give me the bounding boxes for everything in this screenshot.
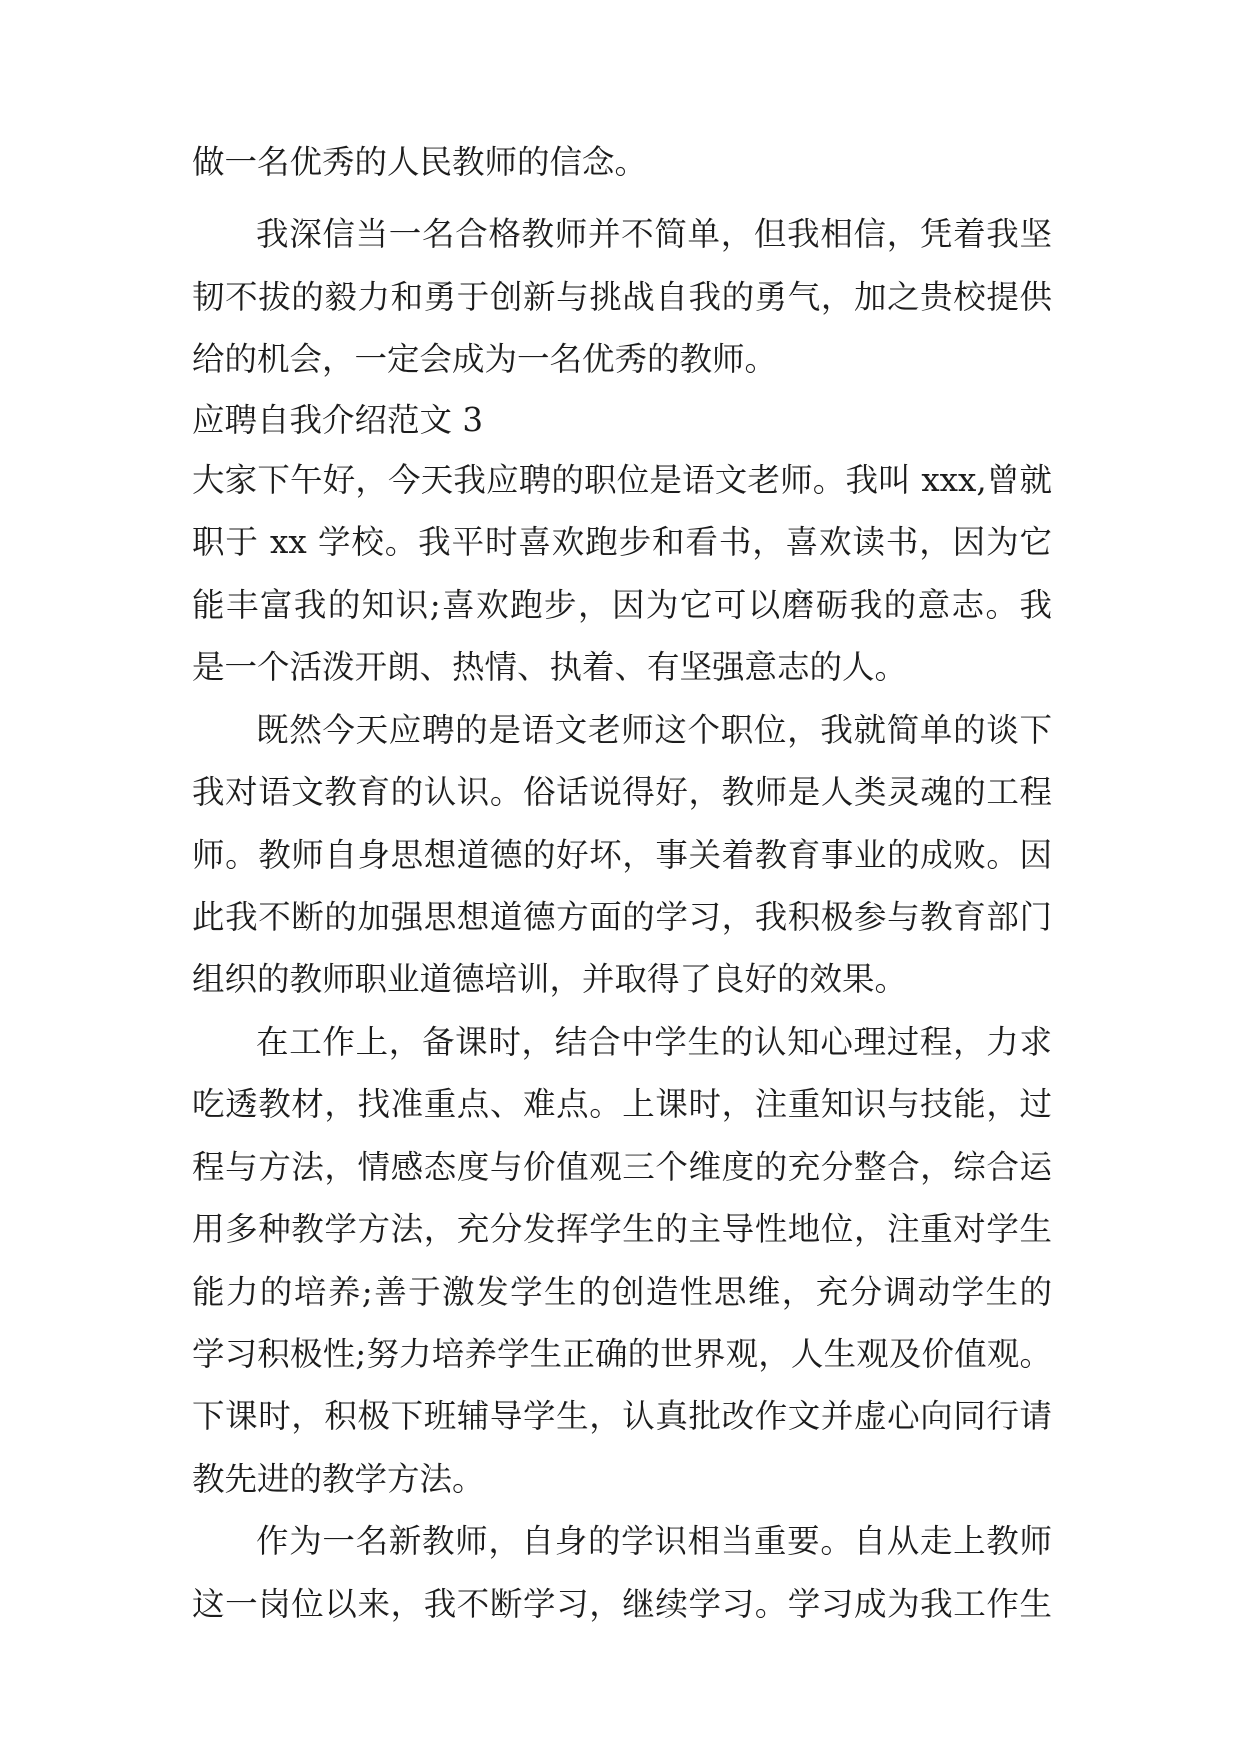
paragraph-line: 能丰富我的知识;喜欢跑步，因为它可以磨砺我的意志。我 <box>192 586 1052 624</box>
paragraph-line: 大家下午好，今天我应聘的职位是语文老师。我叫 xxx,曾就 <box>192 461 1052 499</box>
paragraph-line: 韧不拔的毅力和勇于创新与挑战自我的勇气，加之贵校提供 <box>192 278 1052 316</box>
paragraph-line: 师。教师自身思想道德的好坏，事关着教育事业的成败。因 <box>192 836 1052 874</box>
paragraph-line: 此我不断的加强思想道德方面的学习，我积极参与教育部门 <box>192 898 1052 936</box>
paragraph-line: 吃透教材，找准重点、难点。上课时，注重知识与技能，过 <box>192 1085 1052 1123</box>
paragraph-line: 我深信当一名合格教师并不简单，但我相信，凭着我坚 <box>256 215 1052 253</box>
paragraph-line: 职于 xx 学校。我平时喜欢跑步和看书，喜欢读书，因为它 <box>192 523 1052 561</box>
text-line: 做一名优秀的人民教师的信念。 <box>192 143 648 181</box>
paragraph-line: 下课时，积极下班辅导学生，认真批改作文并虚心向同行请 <box>192 1397 1052 1435</box>
section-heading: 应聘自我介绍范文 3 <box>192 401 484 439</box>
paragraph-line: 程与方法，情感态度与价值观三个维度的充分整合，综合运 <box>192 1148 1052 1186</box>
paragraph-line: 这一岗位以来，我不断学习，继续学习。学习成为我工作生 <box>192 1585 1052 1623</box>
paragraph-line: 教先进的教学方法。 <box>192 1460 485 1498</box>
paragraph-line: 既然今天应聘的是语文老师这个职位，我就简单的谈下 <box>256 711 1052 749</box>
paragraph-line: 作为一名新教师，自身的学识相当重要。自从走上教师 <box>256 1522 1052 1560</box>
paragraph-line: 在工作上，备课时，结合中学生的认知心理过程，力求 <box>256 1023 1052 1061</box>
paragraph-line: 组织的教师职业道德培训，并取得了良好的效果。 <box>192 960 908 998</box>
paragraph-line: 给的机会，一定会成为一名优秀的教师。 <box>192 340 778 378</box>
paragraph-line: 是一个活泼开朗、热情、执着、有坚强意志的人。 <box>192 648 908 686</box>
paragraph-line: 学习积极性;努力培养学生正确的世界观，人生观及价值观。 <box>192 1335 1052 1373</box>
paragraph-line: 我对语文教育的认识。俗话说得好，教师是人类灵魂的工程 <box>192 773 1052 811</box>
paragraph-line: 用多种教学方法，充分发挥学生的主导性地位，注重对学生 <box>192 1210 1052 1248</box>
paragraph-line: 能力的培养;善于激发学生的创造性思维，充分调动学生的 <box>192 1273 1052 1311</box>
